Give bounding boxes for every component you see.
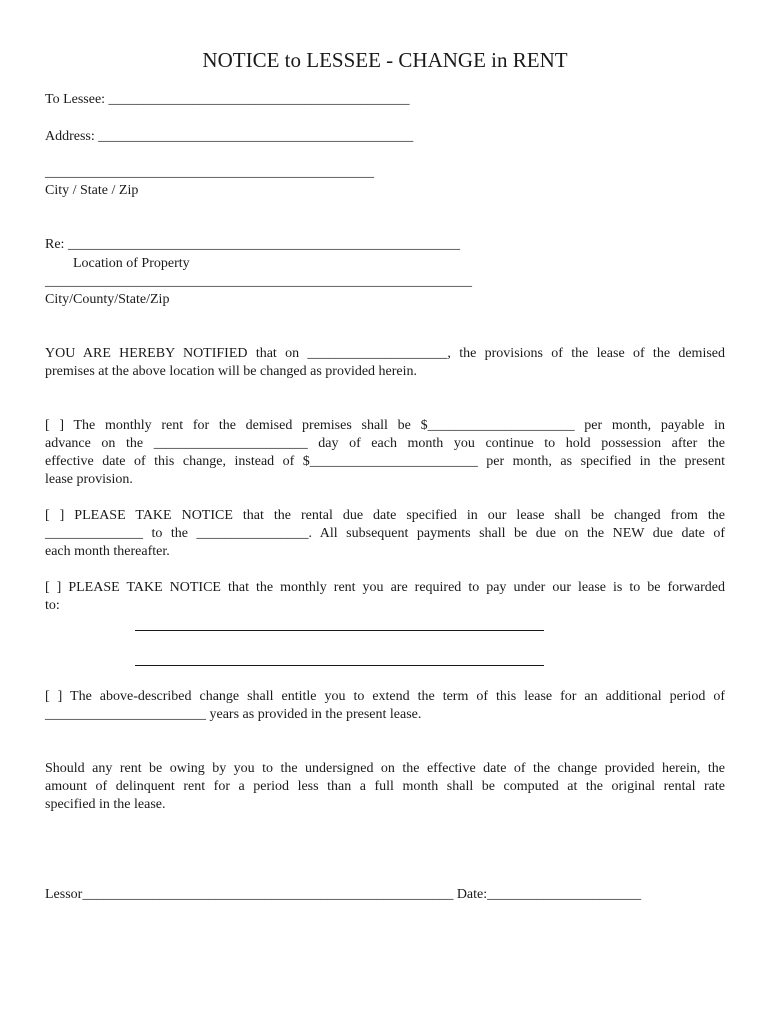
lessor-signature-date-line: Lessor_____________________________________________________ Date:______________________ [45,887,642,902]
notice-line: premises at the above location will be changed as provided herein. [45,364,418,379]
rent-clause-line: [ ] The monthly rent for the demised premises shall be $_____________________ per month, payable in [45,418,725,433]
city-state-zip-blank: _______________________________________________ [45,165,374,180]
document-title: NOTICE to LESSEE - CHANGE in RENT [202,48,568,72]
extend-clause-line: [ ] The above-described change shall entitle you to extend the term of this lease for an additional period of [45,689,725,704]
owing-clause-line: specified in the lease. [45,797,166,812]
to-lessee-field: To Lessee: ___________________________________________ [45,92,410,107]
extend-clause-line: _______________________ years as provided in the present lease. [45,707,422,722]
due-date-clause-line: [ ] PLEASE TAKE NOTICE that the rental due date specified in our lease shall be changed from the [45,508,725,523]
rent-clause-paragraph [45,417,725,489]
rent-clause-line: lease provision. [45,472,133,487]
notice-paragraph [45,345,725,381]
city-county-state-zip-label: City/County/State/Zip [45,292,170,307]
forward-clause-line: to: [45,598,60,613]
due-date-clause-line: ______________ to the ________________. All subsequent payments shall be due on the NEW due date of [45,526,725,541]
forward-clause-paragraph [45,579,725,615]
notice-line: YOU ARE HEREBY NOTIFIED that on ____________________, the provisions of the lease of the demised [45,346,725,361]
city-state-zip-label: City / State / Zip [45,183,139,198]
forward-address-blank-1 [135,630,544,631]
address-field: Address: _____________________________________________ [45,129,414,144]
forward-address-blank-2 [135,665,544,666]
due-date-clause-paragraph [45,507,725,561]
city-county-state-zip-blank: _____________________________________________________________ [45,274,472,289]
location-of-property-label: Location of Property [73,256,190,271]
due-date-clause-line: each month thereafter. [45,544,170,559]
rent-clause-line: effective date of this change, instead of $________________________ per month, as specified in the present [45,454,725,469]
rent-clause-line: advance on the ______________________ day of each month you continue to hold possession after the [45,436,725,451]
owing-clause-paragraph [45,760,725,814]
forward-clause-line: [ ] PLEASE TAKE NOTICE that the monthly rent you are required to pay under our lease is to be forwarded [45,580,725,595]
re-field: Re: ________________________________________________________ [45,237,460,252]
extend-clause-paragraph [45,688,725,724]
owing-clause-line: Should any rent be owing by you to the undersigned on the effective date of the change provided herein, the [45,761,725,776]
owing-clause-line: amount of delinquent rent for a period less than a full month shall be computed at the original rental rate [45,779,725,794]
